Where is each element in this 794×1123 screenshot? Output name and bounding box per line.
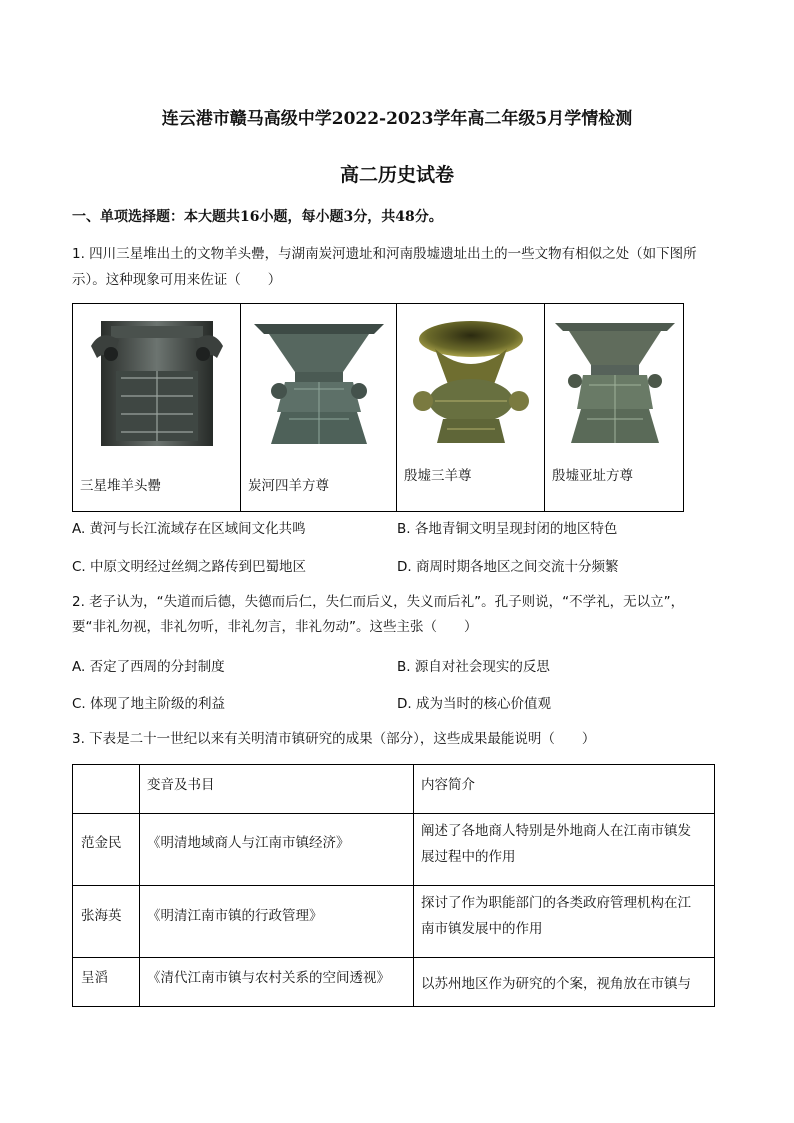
q1-option-d[interactable]: D. 商周时期各地区之间交流十分频繁 <box>397 559 619 575</box>
q2-stem-line1: 2. 老子认为，“失道而后德，失德而后仁，失仁而后义，失义而后礼”。孔子则说，“不学礼，无以立”， <box>72 594 685 610</box>
q1-stem-line2: 示）。这种现象可用来佐证（ ） <box>72 272 282 288</box>
table-header-cell: 内容简介 <box>421 777 475 793</box>
table-cell-author: 范金民 <box>81 835 122 851</box>
table-cell-summary: 南市镇发展中的作用 <box>421 921 543 937</box>
table-header-cell: 变音及书目 <box>147 777 215 793</box>
table-divider <box>73 813 714 814</box>
bronze-lei-vessel-icon <box>81 316 233 451</box>
q3-stem-line1: 3. 下表是二十一世纪以来有关明清市镇研究的成果（部分），这些成果最能说明（ ） <box>72 731 596 747</box>
q2-option-a[interactable]: A. 否定了西周的分封制度 <box>72 659 225 675</box>
table-divider <box>139 765 140 1006</box>
table-cell-summary: 探讨了作为职能部门的各类政府管理机构在江 <box>421 895 691 911</box>
table-cell-book: 《明清地域商人与江南市镇经济》 <box>147 835 350 851</box>
q2-stem-line2: 要“非礼勿视，非礼勿听，非礼勿言，非礼勿动”。这些主张（ ） <box>72 619 478 635</box>
q1-option-c[interactable]: C. 中原文明经过丝绸之路传到巴蜀地区 <box>72 559 307 575</box>
table-divider <box>73 885 714 886</box>
q1-option-a[interactable]: A. 黄河与长江流域存在区域间文化共鸣 <box>72 521 306 537</box>
artifact-table <box>72 303 684 512</box>
artifact-caption: 殷墟亚址方尊 <box>552 468 633 484</box>
artifact-caption: 三星堆羊头罍 <box>80 478 161 494</box>
bronze-round-zun-icon <box>405 319 537 447</box>
table-cell-summary: 展过程中的作用 <box>421 849 516 865</box>
table-cell-summary: 阐述了各地商人特别是外地商人在江南市镇发 <box>421 823 691 839</box>
artifact-caption: 炭河四羊方尊 <box>248 478 329 494</box>
table-cell-book: 《明清江南市镇的行政管理》 <box>147 908 323 924</box>
table-divider <box>413 765 414 1006</box>
table-divider <box>73 957 714 958</box>
table-cell-author: 呈滔 <box>81 970 108 986</box>
artifact-cell <box>241 304 397 511</box>
research-table <box>72 764 715 1007</box>
exam-subtitle: 高二历史试卷 <box>339 164 454 186</box>
table-cell-author: 张海英 <box>81 908 122 924</box>
artifact-cell <box>73 304 241 511</box>
table-cell-book: 《清代江南市镇与农村关系的空间透视》 <box>147 970 390 986</box>
q1-stem-line1: 1. 四川三星堆出土的文物羊头罍，与湖南炭河遗址和河南殷墟遗址出土的一些文物有相似之处（如下图所 <box>72 246 697 262</box>
artifact-cell <box>545 304 683 511</box>
bronze-square-zun-icon <box>553 319 677 449</box>
q2-option-c[interactable]: C. 体现了地主阶级的利益 <box>72 696 226 712</box>
bronze-square-zun-icon <box>249 319 389 449</box>
section-heading: 一、单项选择题：本大题共16小题，每小题3分，共48分。 <box>72 209 443 225</box>
table-cell-summary: 以苏州地区作为研究的个案，视角放在市镇与 <box>421 976 691 992</box>
artifact-cell <box>397 304 545 511</box>
q2-option-d[interactable]: D. 成为当时的核心价值观 <box>397 696 551 712</box>
exam-title: 连云港市赣马高级中学2022-2023学年高二年级5月学情检测 <box>161 109 633 129</box>
q1-option-b[interactable]: B. 各地青铜文明呈现封闭的地区特色 <box>397 521 618 537</box>
artifact-caption: 殷墟三羊尊 <box>404 468 472 484</box>
q2-option-b[interactable]: B. 源自对社会现实的反思 <box>397 659 550 675</box>
